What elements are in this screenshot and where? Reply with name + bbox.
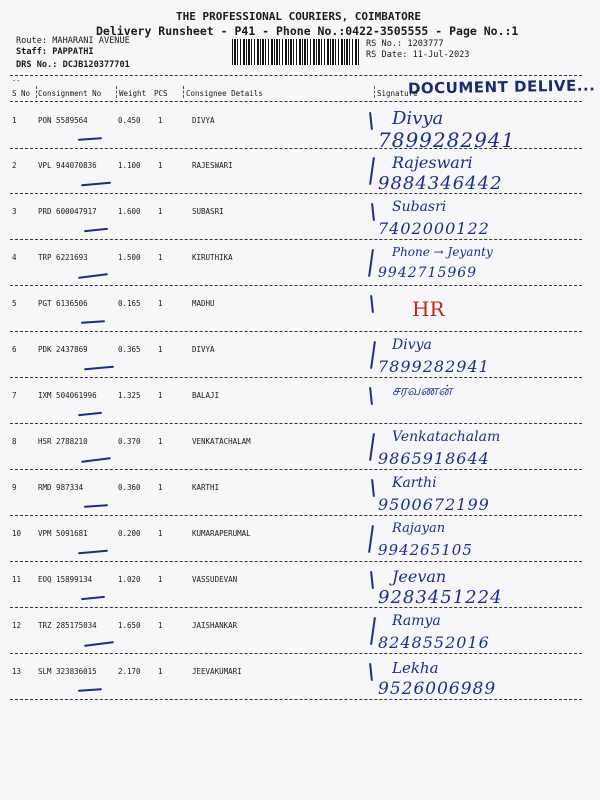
row-consignee: DIVYA [192,345,215,354]
barcode [232,39,360,65]
row-divider [10,469,582,470]
row-weight: 1.020 [118,575,141,584]
row-consignment-no: PON 5589564 [38,116,88,125]
row-sno: 13 [12,667,22,676]
row-signature: Ramya [392,613,441,629]
row-signature-phone: 9942715969 [378,265,478,281]
pen-stroke [369,387,373,405]
row-weight: 0.370 [118,437,141,446]
pen-tick-mark [81,457,111,463]
row-pcs: 1 [158,253,163,262]
pen-tick-mark [81,596,105,600]
row-consignee: JAISHANKAR [192,621,238,630]
pen-stroke [369,663,373,681]
row-divider [10,331,582,332]
row-signature-phone: 7899282941 [378,357,490,376]
pen-tick-mark [78,550,108,555]
rs-number: RS No.: 1203777 [366,39,444,49]
row-divider [10,607,582,608]
row-signature-phone: 9865918644 [378,449,490,468]
row-divider [10,423,582,424]
pen-tick-mark [78,688,102,692]
row-signature-phone: 9283451224 [378,587,503,608]
row-signature: Jeevan [392,567,447,586]
header-separators [36,86,38,98]
row-signature: Rajayan [392,521,446,536]
row-signature-phone: 9500672199 [378,495,490,514]
pen-tick-mark [78,273,108,279]
row-sno: 3 [12,207,17,216]
row-signature-phone: 7402000122 [378,219,490,238]
corner-mark: -- [12,77,21,85]
row-weight: 1.600 [118,207,141,216]
row-sno: 12 [12,621,22,630]
row-weight: 0.450 [118,116,141,125]
drs-number: DRS No.: DCJB120377701 [16,60,130,70]
row-signature: சரவணன் [392,383,452,399]
row-signature-phone: 7899282941 [378,128,516,152]
pen-stroke [368,249,374,277]
row-sno: 8 [12,437,17,446]
pen-tick-mark [78,412,102,416]
row-consignee: SUBASRI [192,207,224,216]
row-weight: 0.200 [118,529,141,538]
staff: Staff: PAPPATHI [16,47,94,57]
row-signature: Divya [392,337,432,353]
row-divider [10,515,582,516]
pen-stroke [370,571,374,589]
row-pcs: 1 [158,345,163,354]
row-pcs: 1 [158,299,163,308]
row-sno: 2 [12,161,17,170]
col-signature: Signature [377,89,418,98]
row-sno: 5 [12,299,17,308]
row-signature: Subasri [392,199,447,215]
row-consignment-no: TRZ 285175034 [38,621,97,630]
row-consignee: KIRUTHIKA [192,253,233,262]
row-sno: 10 [12,529,22,538]
row-consignee: KARTHI [192,483,220,492]
pen-stroke [369,112,373,130]
row-consignee: JEEVAKUMARI [192,667,242,676]
pen-stroke [370,295,374,313]
row-pcs: 1 [158,575,163,584]
row-signature: Phone → Jeyanty [392,245,493,259]
document-delivered-stamp: DOCUMENT DELIVE... [407,76,596,98]
pen-tick-mark [84,504,108,508]
pen-tick-mark [78,137,102,141]
row-consignment-no: PGT 6136506 [38,299,88,308]
row-divider [10,193,582,194]
row-weight: 0.360 [118,483,141,492]
row-pcs: 1 [158,391,163,400]
row-weight: 1.500 [118,253,141,262]
row-consignment-no: RMD 987334 [38,483,84,492]
row-sno: 9 [12,483,17,492]
pen-stroke [371,203,375,221]
row-signature: HR [412,297,445,321]
pen-tick-mark [81,182,111,187]
row-pcs: 1 [158,621,163,630]
row-sno: 6 [12,345,17,354]
row-consignee: DIVYA [192,116,215,125]
header-separators [183,86,185,98]
row-pcs: 1 [158,667,163,676]
pen-stroke [370,617,376,645]
row-divider [10,377,582,378]
row-signature-phone: 8248552016 [378,633,490,652]
pen-tick-mark [81,320,105,324]
row-weight: 1.100 [118,161,141,170]
col-consignee: Consignee Details [186,89,263,98]
row-signature-phone: 994265105 [378,541,473,559]
row-signature-phone: 9884346442 [378,173,503,194]
row-consignment-no: SLM 323836015 [38,667,97,676]
row-consignee: VENKATACHALAM [192,437,251,446]
row-weight: 1.325 [118,391,141,400]
row-weight: 2.170 [118,667,141,676]
row-consignment-no: VPL 944070836 [38,161,97,170]
row-consignment-no: TRP 6221693 [38,253,88,262]
row-pcs: 1 [158,437,163,446]
pen-stroke [369,157,375,185]
pen-tick-mark [84,641,114,647]
row-weight: 0.165 [118,299,141,308]
row-divider [10,285,582,286]
row-signature: Lekha [392,659,439,677]
rs-date: RS Date: 11-Jul-2023 [366,50,470,60]
col-consignment: Consignment No [38,89,102,98]
row-divider [10,561,582,562]
header-separators [116,86,118,98]
row-consignee: KUMARAPERUMAL [192,529,251,538]
row-weight: 0.365 [118,345,141,354]
row-signature: Divya [392,108,444,129]
row-pcs: 1 [158,116,163,125]
row-signature: Rajeswari [392,153,473,172]
row-signature-phone: 9526006989 [378,679,497,699]
row-pcs: 1 [158,529,163,538]
col-sno: S No [12,89,31,98]
row-consignee: MADHU [192,299,215,308]
company-name: THE PROFESSIONAL COURIERS, COIMBATORE [176,10,422,23]
col-weight: Weight [119,89,147,98]
row-consignment-no: HSR 2788210 [38,437,88,446]
divider [10,75,582,76]
row-pcs: 1 [158,483,163,492]
runsheet-title: Delivery Runsheet - P41 - Phone No.:0422-3505555 - Page No.:1 [96,24,519,38]
row-sno: 1 [12,116,17,125]
divider [10,101,582,102]
row-consignment-no: IXM 504061996 [38,391,97,400]
row-consignment-no: PRD 600047917 [38,207,97,216]
pen-stroke [369,433,375,461]
row-divider [10,239,582,240]
row-divider [10,653,582,654]
row-signature: Venkatachalam [392,429,501,445]
row-consignee: VASSUDEVAN [192,575,238,584]
row-consignment-no: PDK 2437869 [38,345,88,354]
row-consignee: RAJESWARI [192,161,233,170]
row-divider [10,699,582,700]
pen-stroke [368,525,374,553]
row-sno: 11 [12,575,22,584]
row-signature: Karthi [392,475,437,491]
col-pcs: PCS [154,89,168,98]
row-pcs: 1 [158,207,163,216]
route: Route: MAHARANI AVENUE [16,36,130,46]
pen-tick-mark [84,366,114,371]
row-sno: 4 [12,253,17,262]
row-divider [10,148,582,149]
row-sno: 7 [12,391,17,400]
pen-stroke [371,479,375,497]
row-consignment-no: EOQ 15899134 [38,575,93,584]
pen-stroke [370,341,376,369]
row-weight: 1.650 [118,621,141,630]
row-consignee: BALAJI [192,391,220,400]
row-consignment-no: VPM 5091681 [38,529,88,538]
header-separators [374,86,376,98]
pen-tick-mark [84,228,108,232]
row-pcs: 1 [158,161,163,170]
